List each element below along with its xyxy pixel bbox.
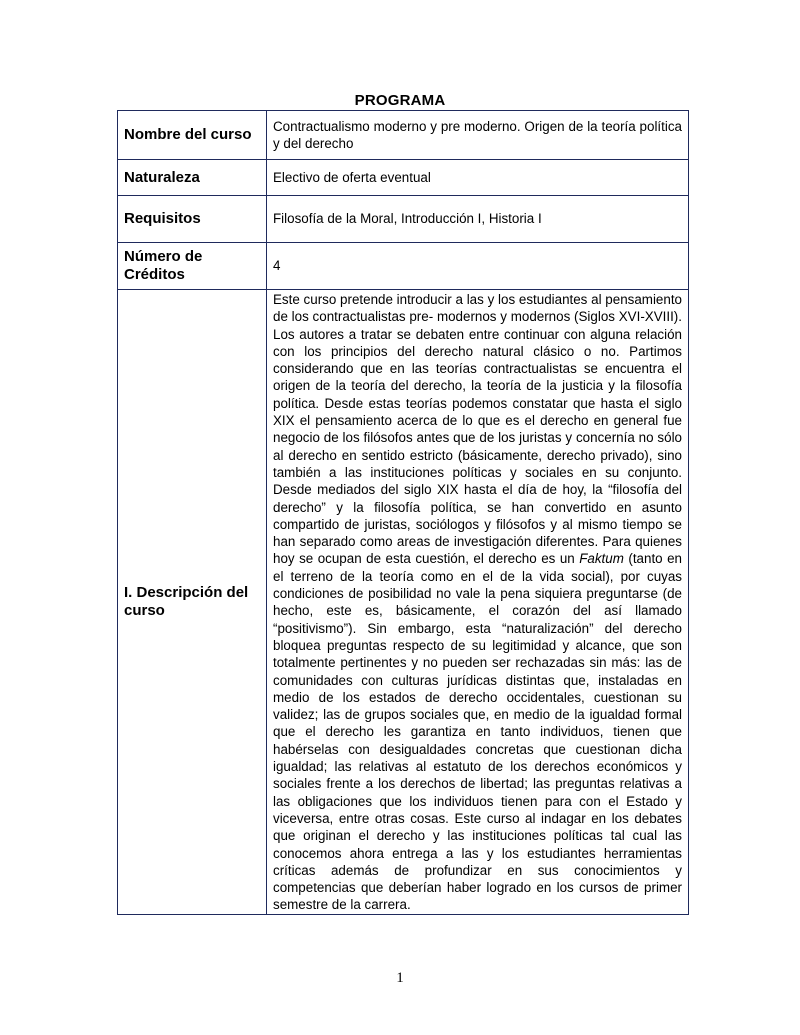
document-title: PROGRAMA [354,92,446,109]
course-description-text [273,290,682,914]
course-program-table [117,110,689,915]
description-part-2: (tanto en el terreno de la teoría como en el de la vida social), por cuyas condiciones de posibilidad no vale la pena siquiera preguntarse (de hecho, este es, básicamente, el corazón del así llamado “positivismo”). Sin embargo, esta “naturalización” del derecho bloquea preguntas respecto de su legitimidad y alcance, que son totalmente pertinentes y no pueden ser rechazadas sin más: las de comunidades con culturas jurídicas distintas que, instaladas en medio de los estados de derecho occidentales, cuestionan su validez; las de grupos sociales que, en medio de la igualdad formal que el derecho les garantiza en tanto individuos, tienen que habérselas con desigualdades concretas que cuestionan dicha igualdad; las relativas al estatuto de los derechos económicos y sociales frente a los derechos de libertad; las preguntas relativas a las obligaciones que los individuos tienen para con el Estado y viceversa, entre otras cosas. Este curso al indagar en los debates que originan el derecho y las instituciones políticas tal cual las conocemos ahora entrega a las y los estudiantes herramientas críticas además de profundizar en sus conocimientos y competencias que deberían haber logrado en los cursos de primer semestre de la carrera. [273,551,682,913]
description-italic-term: Faktum [579,551,624,567]
row-label-credits: Número de Créditos [118,243,267,290]
row-value-description [267,290,689,915]
table-row [118,243,689,290]
row-value-course-name: Contractualismo moderno y pre moderno. Origen de la teoría política y del derecho [267,111,689,160]
row-label-course-name: Nombre del curso [118,111,267,160]
table-row [118,290,689,915]
page-number: 1 [396,970,404,986]
table-row [118,111,689,160]
row-label-nature: Naturaleza [118,160,267,196]
row-label-requirements: Requisitos [118,196,267,243]
row-value-credits: 4 [267,243,689,290]
row-value-requirements: Filosofía de la Moral, Introducción I, Historia I [267,196,689,243]
row-value-nature: Electivo de oferta eventual [267,160,689,196]
table-row [118,196,689,243]
row-label-description: I. Descripción del curso [118,290,267,915]
description-part-1: Este curso pretende introducir a las y los estudiantes al pensamiento de los contractualistas pre- modernos y modernos (Siglos XVI-XVIII). Los autores a tratar se debaten entre continuar con alguna relación con los principios del derecho natural clásico o no. Partimos considerando que en las teorías contractualistas se encuentra el origen de la teoría del derecho, la teoría de la justicia y la filosofía política. Desde estas teorías podemos constatar que hasta el siglo XIX el pensamiento acerca de lo que es el derecho en general fue negocio de los filósofos antes que de los juristas y concernía no sólo al derecho en sentido estricto (básicamente, derecho privado), sino también a las instituciones políticas y sociales en su conjunto. Desde mediados del siglo XIX hasta el día de hoy, la “filosofía del derecho” y la filosofía política, se han convertido en asunto compartido de juristas, sociólogos y filósofos y al mismo tiempo se han separado como areas de investigación diferentes. Para quienes hoy se ocupan de esta cuestión, el derecho es un [273,292,682,567]
table-row [118,160,689,196]
